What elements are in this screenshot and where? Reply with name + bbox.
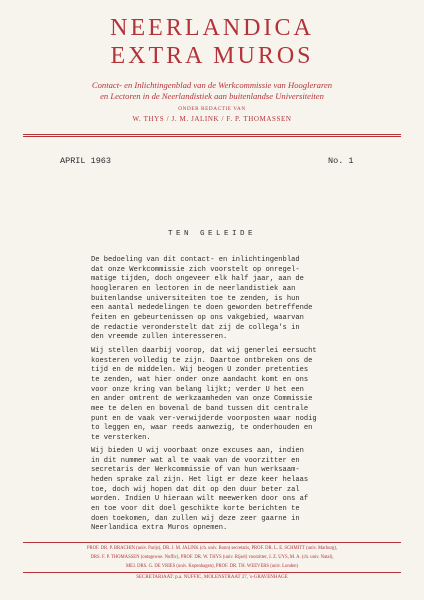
article-paragraph-3: Wij bieden U wij voorbaat onze excuses aan, indien in dit nummer wat al te vaak van de voorzitter en secretaris der Werkcommissie of van hun werksaam- heden sprake zal zijn. Het ligt er deze keer helaas toe, doch wij hopen dat dit op den duur beter zal worden. Indien U hieraan wilt meewerken door ons af en toe voor dit doel geschikte korte berichten te doen toekomen, dan zullen wij deze zeer gaarne in Neerlandica extra Muros opnemen. [91, 447, 309, 533]
article-heading: TEN GELEIDE [167, 230, 256, 238]
article-paragraph-2: Wij stellen daarbij voorop, dat wij generlei eersucht koesteren volledig te zijn. Daartoe ontbreken ons de tijd en de middelen. Wij beogen U zonder pretenties te zenden, wat hier onder onze aandacht komt en ons voor onze kring van belang lijkt; verder U het een en ander omtrent de werkzaamheden van onze Commissie mee te delen en bovenal de band tussen dit centrale punt en de vaak ver-verwijderde voorposten waar nodig to leggen en, waar reeds aanwezig, te onderhouden en te versterken. [91, 347, 317, 442]
editors-line: W. THYS / J. M. JALINK / F. P. THOMASSEN [132, 115, 292, 123]
redactie-label: ONDER REDACTIE VAN [178, 106, 246, 112]
masthead-rule-thin [23, 136, 401, 137]
subtitle-line2: en Lectoren in de Neerlandistiek aan buitenlandse Universiteiten [100, 91, 324, 101]
masthead-rule [23, 134, 401, 135]
footer-members-line2: DRS. F. P. THOMASSEN (ontsgewoe. Nuffic), PROF. DR. W. THYS (univ. Rijsel) voorzitter, J. Z. UYS, M. A. (ch. univ. Natal), [90, 555, 334, 560]
footer-rule [23, 542, 401, 543]
issue-date: APRIL 1963 [60, 156, 112, 166]
subtitle-line1: Contact- en Inlichtingenblad van de Werkcommissie van Hoogleraren [91, 80, 333, 90]
masthead-subtitle [0, 80, 424, 102]
issue-number: No. 1 [328, 156, 354, 166]
article-paragraph-1: De bedoeling van dit contact- en inlichtingenblad dat onze Werkcommissie zich voorstelt op onregel- matige tijden, doch ongeveer elk half jaar, aan de hoogleraren en lectoren in de neerlandistiek aan buitenlandse universiteiten toe te zenden, is hun een aantal mededelingen te doen geworden betreffende feiten en gebeurtenissen op ons vakgebied, waarvan de redactie veronderstelt dat zij de collega's in den vreemde zullen interesseren. [91, 256, 313, 342]
footer-members-line3: MEJ. DRS. G. DE VRIES (univ. Kopenhagen), PROF. DR. TH. WEEVERS (univ. Londen) [125, 564, 299, 569]
footer-rule-lower [23, 572, 401, 573]
masthead-title-line2: EXTRA MUROS [110, 43, 314, 69]
footer-members-line1: PROF. DR. P. BRACHIN (univ. Parijs), DR. J. M. JALINK (ch. univ. Bonn) secretaris, PROF. DR. L. E. SCHMITT (univ. Marburg), [86, 546, 338, 551]
footer-secretariaat: SECRETARIAAT: p.a. NUFFIC, MOLENSTRAAT 27, 's-GRAVENHAGE [136, 575, 288, 580]
masthead-title-line1: NEERLANDICA [110, 15, 314, 41]
